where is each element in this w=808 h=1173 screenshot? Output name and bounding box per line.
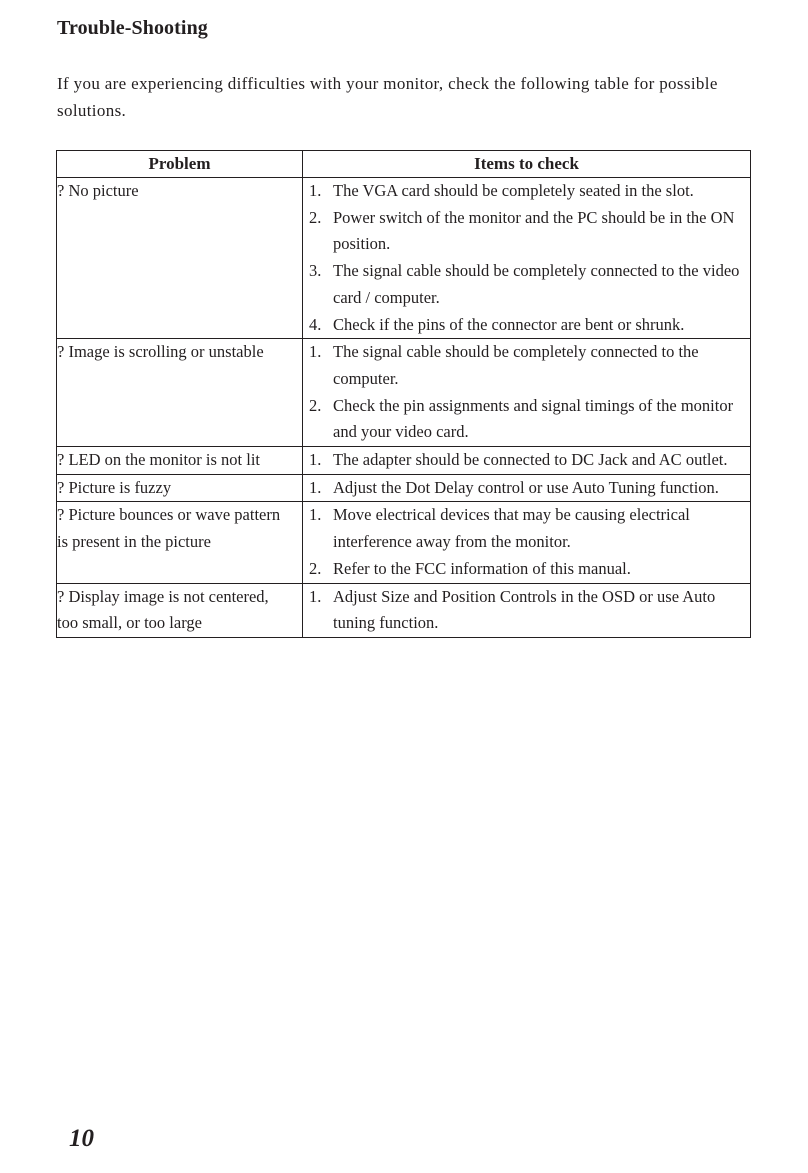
item-number: 1. [309, 342, 322, 362]
table-row [57, 502, 751, 583]
item-text: Power switch of the monitor and the PC should be in the ON position. [333, 207, 735, 254]
problem-cell [57, 474, 303, 502]
item-text: The adapter should be connected to DC Jack and AC outlet. [333, 450, 728, 470]
table-row [57, 474, 751, 502]
problem-text: ? LED on the monitor is not lit [57, 450, 261, 470]
intro-paragraph: If you are experiencing difficulties with your monitor, check the following table for possible solutions. [57, 74, 718, 120]
items-cell [303, 502, 751, 583]
check-list [303, 178, 750, 338]
table-header-row [57, 151, 751, 178]
problem-text: ? Image is scrolling or unstable [57, 342, 264, 362]
item-text: Check if the pins of the connector are bent or shrunk. [333, 314, 685, 334]
item-number: 1. [309, 505, 322, 525]
problem-text: too small, or too large [57, 613, 202, 633]
check-list [303, 502, 750, 582]
table-row [57, 583, 751, 637]
page-title: Trouble-Shooting [57, 17, 208, 39]
check-list [303, 584, 750, 637]
check-list [303, 475, 750, 502]
check-list [303, 339, 750, 446]
items-cell [303, 474, 751, 502]
item-text: The VGA card should be completely seated in the slot. [333, 181, 694, 200]
problem-cell [57, 339, 303, 447]
table-row [57, 447, 751, 475]
item-number: 4. [309, 314, 322, 334]
problem-cell [57, 178, 303, 339]
item-number: 2. [309, 558, 322, 578]
items-cell [303, 339, 751, 447]
problem-text: ? No picture [57, 181, 139, 200]
item-number: 2. [309, 395, 322, 415]
check-list [303, 447, 750, 474]
item-number: 2. [309, 207, 322, 227]
problem-text: is present in the picture [57, 532, 211, 552]
list-item [309, 205, 746, 258]
problem-cell [57, 502, 303, 583]
item-text: The signal cable should be completely connected to the video card / computer. [333, 261, 740, 307]
items-cell [303, 583, 751, 637]
item-number: 1. [309, 181, 322, 200]
problem-text: ? Picture bounces or wave pattern [57, 505, 281, 525]
list-item [309, 475, 746, 502]
table-body [57, 178, 751, 638]
list-item [309, 339, 746, 392]
list-item [309, 584, 746, 637]
item-text: The signal cable should be completely connected to the computer. [333, 342, 699, 388]
item-number: 1. [309, 586, 322, 606]
table-row [57, 339, 751, 447]
items-cell [303, 178, 751, 339]
problem-cell [57, 583, 303, 637]
list-item [309, 178, 746, 205]
item-number: 1. [309, 477, 322, 497]
troubleshooting-table [56, 150, 751, 638]
items-cell [303, 447, 751, 475]
page-number: 10 [69, 1125, 94, 1152]
item-text: Check the pin assignments and signal timings of the monitor and your video card. [333, 395, 734, 442]
item-text: Adjust Size and Position Controls in the OSD or use Auto tuning function. [333, 586, 716, 633]
list-item [309, 258, 746, 311]
items-column-header: Items to check [303, 151, 751, 178]
table-row [57, 178, 751, 339]
item-text: Move electrical devices that may be causing electrical interference away from the monitor. [333, 505, 690, 552]
list-item [309, 447, 746, 474]
list-item [309, 556, 746, 583]
list-item [309, 393, 746, 446]
item-number: 3. [309, 261, 322, 281]
item-text: Adjust the Dot Delay control or use Auto Tuning function. [333, 477, 719, 497]
item-number: 1. [309, 450, 322, 470]
problem-text: ? Picture is fuzzy [57, 477, 172, 497]
list-item [309, 312, 746, 339]
problem-cell [57, 447, 303, 475]
problem-text: ? Display image is not centered, [57, 586, 269, 606]
problem-column-header: Problem [57, 151, 303, 178]
list-item [309, 502, 746, 555]
item-text: Refer to the FCC information of this manual. [333, 558, 631, 578]
